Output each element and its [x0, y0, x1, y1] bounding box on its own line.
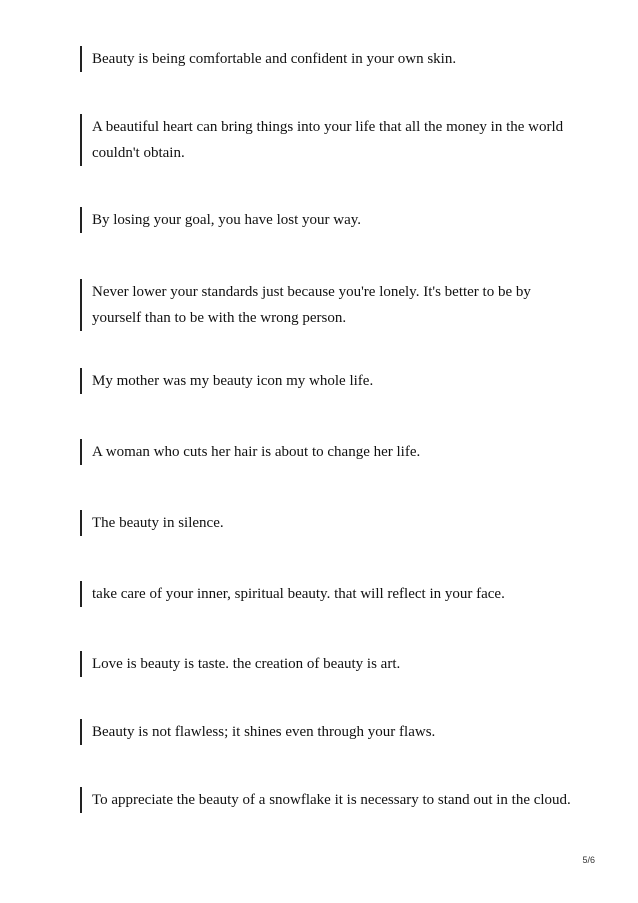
- quote-block: [80, 279, 580, 331]
- quote-block: [80, 114, 580, 166]
- quote-block: [80, 581, 580, 607]
- quote-text: Never lower your standards just because you're lonely. It's better to be by yourself than to be with the wrong person.: [92, 284, 531, 326]
- quote-block: [80, 439, 580, 465]
- quote-block: [80, 719, 580, 745]
- quote-block: [80, 46, 580, 72]
- quote-text: take care of your inner, spiritual beauty. that will reflect in your face.: [92, 586, 505, 602]
- quote-text: Love is beauty is taste. the creation of beauty is art.: [92, 656, 401, 672]
- quote-text: A beautiful heart can bring things into your life that all the money in the world couldn't obtain.: [92, 119, 564, 161]
- quote-block: [80, 510, 580, 536]
- quote-block: [80, 787, 580, 813]
- quote-block: [80, 651, 580, 677]
- quote-text: By losing your goal, you have lost your way.: [92, 212, 361, 228]
- quote-block: [80, 207, 580, 233]
- quote-text: Beauty is being comfortable and confident in your own skin.: [92, 51, 457, 67]
- quote-block: [80, 368, 580, 394]
- page-number: 5/6: [582, 855, 595, 865]
- quote-text: A woman who cuts her hair is about to change her life.: [92, 444, 421, 460]
- quote-text: The beauty in silence.: [92, 515, 224, 531]
- quote-text: Beauty is not flawless; it shines even through your flaws.: [92, 724, 436, 740]
- quote-text: My mother was my beauty icon my whole life.: [92, 373, 374, 389]
- quote-text: To appreciate the beauty of a snowflake it is necessary to stand out in the cloud.: [92, 792, 571, 808]
